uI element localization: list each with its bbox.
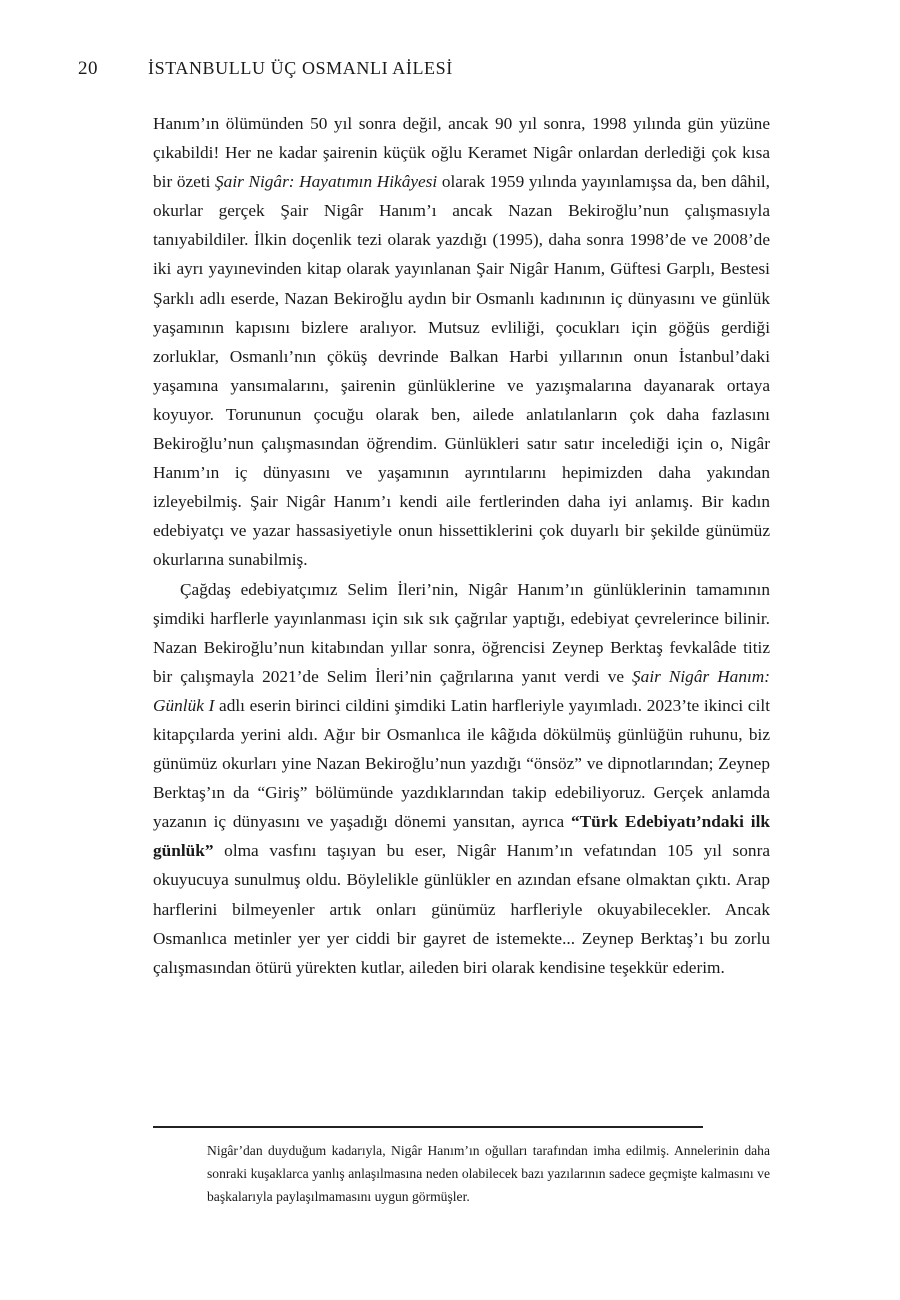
paragraph-2-text-a: Çağdaş edebiyatçımız Selim İleri’nin, Nigâr Hanım’ın günlüklerinin tamamının şimdiki harflerle yayınlanması için sık sık çağrılar yaptığı, edebiyat çevrelerince bilinir. Nazan Bekiroğlu’nun kitabından yıllar sonra, öğrencisi Zeynep Berktaş fevkalâde titiz bir çalışmayla 2021’de Selim İleri’nin çağrılarına yanıt verdi ve <box>153 579 770 686</box>
footnote: Nigâr’dan duyduğum kadarıyla, Nigâr Hanım’ın oğulları tarafından imha edilmiş. Annelerinin daha sonraki kuşaklarca yanlış anlaşılmasına neden olabilecek bazı yazılarının sadece geçmişte kalmasını ve başkalarıyla paylaşılmamasını uygun görmüşler. <box>207 1143 770 1204</box>
paragraph-1 <box>153 109 770 575</box>
paragraph-2-text-c: olma vasfını taşıyan bu eser, Nigâr Hanım’ın vefatından 105 yıl sonra okuyucuya sunulmuş oldu. Böylelikle günlükler en azından efsane olmaktan çıktı. Arap harflerini bilmeyenler artık onları günümüz harfleriyle okuyabilecekler. Ancak Osmanlıca metinler yer yer ciddi bir gayret de istemekte... Zeynep Berktaş’ı bu zorlu çalışmasından ötürü yürekten kutlar, aileden biri olarak kendisine teşekkür ederim. <box>153 841 770 977</box>
paragraph-2 <box>153 575 770 982</box>
paragraph-1-text-a: Hanım’ın ölümünden 50 yıl sonra değil, ancak 90 yıl sonra, 1998 yılında gün yüzüne çıkabildi! Her ne kadar şairenin küçük oğlu Keramet Nigâr onlardan derlediği çok kısa bir özeti <box>153 114 770 192</box>
book-title-gunluk-i: Şair Nigâr Hanım: Günlük I <box>153 666 770 715</box>
book-title-hayatimin-hikayesi: Şair Nigâr: Hayatımın Hikâyesi <box>215 172 438 192</box>
paragraph-1-text-b: olarak 1959 yılında yayınlamışsa da, ben dâhil, okurlar gerçek Şair Nigâr Hanım’ı ancak Nazan Bekiroğlu’nun çalışmasıyla tanıyabildiler. İlkin doçenlik tezi olarak yazdığı (1995), daha sonra 1998’de ve 2008’de iki ayrı yayınevinden kitap olarak yayınlanan Şair Nigâr Hanım, Güftesi Garplı, Bestesi Şarklı adlı eserde, Nazan Bekiroğlu aydın bir Osmanlı kadınının iç dünyasını ve günlük yaşamının kapısını bizlere aralıyor. Mutsuz evliliği, çocukları için göğüs gerdiği zorluklar, Osmanlı’nın çöküş devrinde Balkan Harbi yıllarının onun İstanbul’daki yaşamına yansımalarını, şairenin günlüklerine ve yazışmalarına dayanarak ortaya koyuyor. Torununun çocuğu olarak ben, ailede anlatılanların çok daha fazlasını Bekiroğlu’nun çalışmasından öğrendim. Günlükleri satır satır incelediği için o, Nigâr Hanım’ın iç dünyasını ve yaşamının ayrıntılarını hepimizden daha yakından izleyebilmiş. Şair Nigâr Hanım’ı kendi aile fertlerinden daha iyi anlamış. Bir kadın edebiyatçı ve yazar hassasiyetiyle onun hissettiklerini çok duyarlı bir şekilde günümüz okurlarına sunabilmiş. <box>153 172 770 570</box>
emphasis-ilk-gunluk: “Türk Edebiyatı’ndaki ilk günlük” <box>153 812 770 861</box>
page-number: 20 <box>78 58 98 79</box>
running-header <box>72 58 840 86</box>
paragraph-2-text-b: adlı eserin birinci cildini şimdiki Latin harfleriyle yayımladı. 2023’te ikinci cilt kitapçılarda yerini aldı. Ağır bir Osmanlıca ile kâğıda dökülmüş günlüğün ruhunu, biz günümüz okurları yine Nazan Bekiroğlu’nun yazdığı “önsöz” ve dipnotlarından; Zeynep Berktaş’ın da “Giriş” bölümünde yazdıklarından takip edebiliyoruz. Gerçek anlamda yazanın iç dünyasını ve yaşadığı dönemi yansıtan, ayrıca <box>153 695 770 832</box>
footnote-divider <box>153 1126 703 1128</box>
body-text <box>153 109 770 982</box>
running-title: İSTANBULLU ÜÇ OSMANLI AİLESİ <box>148 58 453 78</box>
